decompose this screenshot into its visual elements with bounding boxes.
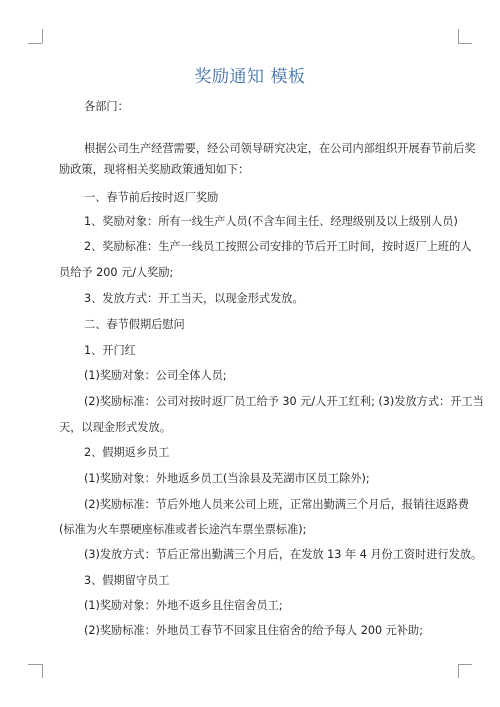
paragraph-line: 3、发放方式：开工当天，以现金形式发放。 — [84, 292, 304, 305]
crop-mark-bottom-right-v — [458, 664, 459, 678]
paragraph-line: 2、奖励标准：生产一线员工按照公司安排的节后开工时间，按时返厂上班的人 — [84, 240, 472, 253]
crop-mark-top-left — [28, 43, 42, 44]
crop-mark-top-right — [458, 43, 472, 44]
paragraph-line: 根据公司生产经营需要，经公司领导研究决定，在公司内部组织开展春节前后奖 — [84, 142, 476, 155]
paragraph-line: 员给予 200 元/人奖励; — [59, 266, 174, 279]
crop-mark-bottom-left-v — [42, 664, 43, 678]
paragraph-line: (2)奖励标准：外地员工春节不回家且住宿舍的给予每人 200 元补助; — [84, 624, 423, 637]
salutation: 各部门： — [84, 100, 129, 113]
paragraph-line: (3)发放方式：节后正常出勤满三个月后，在发放 13 年 4 月份工资时进行发放。 — [84, 548, 483, 561]
paragraph-line: (2)奖励标准：公司对按时返厂员工给予 30 元/人开工红利; (3)发放方式：开工当 — [84, 395, 484, 408]
paragraph-line: (1)奖励对象：公司全体人员; — [84, 369, 227, 382]
subsection-heading: 1、开门红 — [84, 344, 136, 357]
crop-mark-top-right-v — [458, 29, 459, 43]
crop-mark-top-left-v — [42, 29, 43, 43]
crop-mark-bottom-right — [458, 664, 472, 665]
paragraph-line: 1、奖励对象：所有一线生产人员(不含车间主任、经理级别及以上级别人员) — [84, 215, 458, 228]
paragraph-line: (1)奖励对象：外地返乡员工(当涂县及芜湖市区员工除外); — [84, 472, 370, 485]
section-heading: 二、春节假期后慰问 — [84, 318, 185, 331]
paragraph-line: (标准为火车票硬座标准或者长途汽车票坐票标准); — [59, 523, 307, 536]
paragraph-line: (1)奖励对象：外地不返乡且住宿舍员工; — [84, 599, 283, 612]
subsection-heading: 3、假期留守员工 — [84, 574, 170, 587]
crop-mark-bottom-left — [28, 664, 42, 665]
section-heading: 一、春节前后按时返厂奖励 — [84, 191, 219, 204]
subsection-heading: 2、假期返乡员工 — [84, 446, 170, 459]
paragraph-line: 励政策，现将相关奖励政策通知如下： — [59, 163, 250, 176]
document-title: 奖励通知 模板 — [194, 67, 306, 87]
paragraph-line: (2)奖励标准：节后外地人员来公司上班，正常出勤满三个月后，报销往返路费 — [84, 498, 470, 511]
paragraph-line: 天，以现金形式发放。 — [59, 421, 171, 434]
